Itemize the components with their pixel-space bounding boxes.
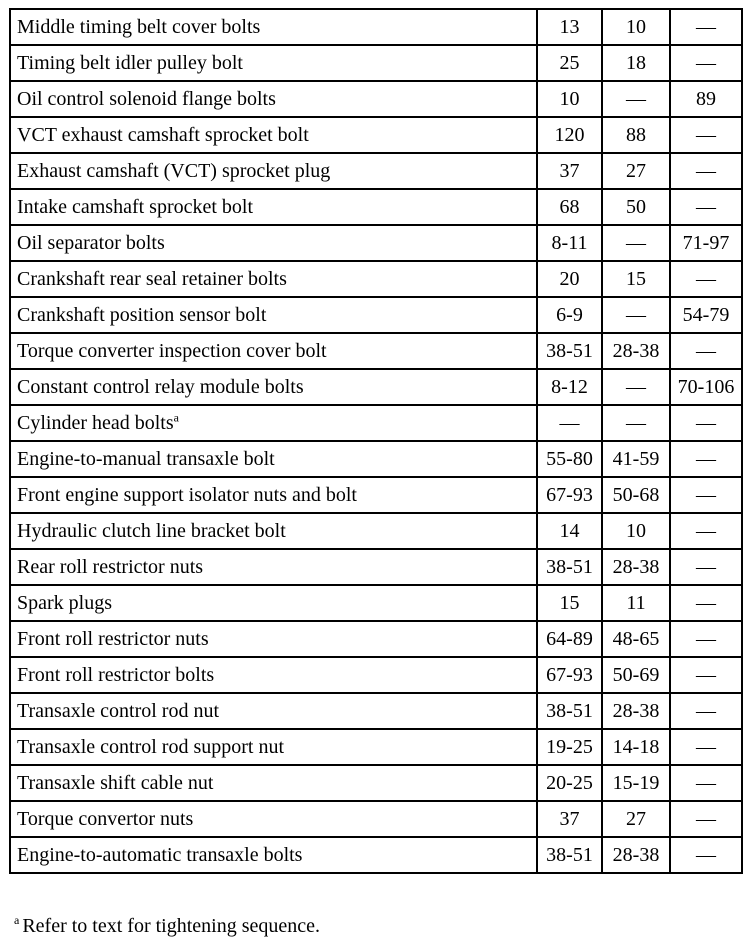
cell-nm: 67-93	[537, 477, 602, 513]
cell-lb-ft: 15-19	[602, 765, 670, 801]
cell-lb-in: —	[670, 837, 742, 873]
cell-lb-ft: 28-38	[602, 333, 670, 369]
cell-nm: 68	[537, 189, 602, 225]
cell-description	[10, 477, 537, 513]
cell-nm: 67-93	[537, 657, 602, 693]
cell-lb-in: —	[670, 45, 742, 81]
cell-nm: 37	[537, 801, 602, 837]
cell-lb-ft: 10	[602, 513, 670, 549]
table-row	[10, 477, 742, 513]
cell-nm: 6-9	[537, 297, 602, 333]
cell-nm: 14	[537, 513, 602, 549]
table-row	[10, 333, 742, 369]
cell-lb-ft: 50-69	[602, 657, 670, 693]
cell-description	[10, 729, 537, 765]
description-text: Transaxle control rod nut	[17, 700, 220, 722]
cell-nm: 38-51	[537, 549, 602, 585]
description-text: Exhaust camshaft (VCT) sprocket plug	[17, 160, 331, 182]
cell-lb-in: —	[670, 657, 742, 693]
table-row	[10, 585, 742, 621]
cell-nm: 55-80	[537, 441, 602, 477]
cell-lb-ft: 88	[602, 117, 670, 153]
description-text: Front roll restrictor nuts	[17, 628, 209, 650]
cell-lb-ft: 48-65	[602, 621, 670, 657]
cell-description	[10, 837, 537, 873]
description-text: Engine-to-automatic transaxle bolts	[17, 844, 303, 866]
description-text: Oil separator bolts	[17, 232, 165, 254]
description-text: Rear roll restrictor nuts	[17, 556, 204, 578]
cell-description	[10, 369, 537, 405]
footnote-marker: a	[14, 913, 20, 928]
description-text: Intake camshaft sprocket bolt	[17, 196, 254, 218]
cell-description	[10, 657, 537, 693]
cell-lb-in: —	[670, 621, 742, 657]
description-text: Crankshaft position sensor bolt	[17, 304, 267, 326]
cell-lb-ft: —	[602, 369, 670, 405]
description-text: Hydraulic clutch line bracket bolt	[17, 520, 286, 542]
cell-lb-in: —	[670, 549, 742, 585]
cell-nm: 38-51	[537, 837, 602, 873]
table-row	[10, 45, 742, 81]
cell-description	[10, 297, 537, 333]
cell-lb-in: —	[670, 9, 742, 45]
cell-lb-ft: —	[602, 225, 670, 261]
description-text: Spark plugs	[17, 592, 112, 614]
cell-description	[10, 81, 537, 117]
table-row	[10, 801, 742, 837]
table-row	[10, 153, 742, 189]
cell-lb-ft: 28-38	[602, 837, 670, 873]
cell-lb-in: —	[670, 261, 742, 297]
cell-description	[10, 621, 537, 657]
cell-description	[10, 333, 537, 369]
cell-description	[10, 153, 537, 189]
cell-nm: 13	[537, 9, 602, 45]
description-text: Crankshaft rear seal retainer bolts	[17, 268, 287, 290]
cell-description	[10, 801, 537, 837]
cell-lb-ft: 28-38	[602, 693, 670, 729]
cell-lb-in: —	[670, 117, 742, 153]
torque-spec-table	[9, 8, 743, 874]
table-row	[10, 261, 742, 297]
cell-lb-in: —	[670, 153, 742, 189]
cell-description	[10, 9, 537, 45]
cell-lb-ft: 50	[602, 189, 670, 225]
table-row	[10, 729, 742, 765]
cell-description	[10, 441, 537, 477]
footnote-reference: a	[173, 410, 179, 425]
description-text: Front roll restrictor bolts	[17, 664, 215, 686]
cell-lb-ft: 10	[602, 9, 670, 45]
table-row	[10, 657, 742, 693]
description-text: Constant control relay module bolts	[17, 376, 304, 398]
cell-lb-ft: 11	[602, 585, 670, 621]
cell-description	[10, 261, 537, 297]
table-row	[10, 621, 742, 657]
description-text: Engine-to-manual transaxle bolt	[17, 448, 275, 470]
cell-lb-ft: 14-18	[602, 729, 670, 765]
cell-lb-in: 89	[670, 81, 742, 117]
table-row	[10, 9, 742, 45]
cell-description	[10, 585, 537, 621]
cell-nm: —	[537, 405, 602, 441]
cell-lb-in: —	[670, 513, 742, 549]
cell-description	[10, 189, 537, 225]
cell-nm: 120	[537, 117, 602, 153]
cell-lb-in: —	[670, 189, 742, 225]
table-row	[10, 117, 742, 153]
table-row	[10, 765, 742, 801]
footnote-text: Refer to text for tightening sequence.	[22, 915, 321, 937]
cell-lb-in: —	[670, 333, 742, 369]
table-row	[10, 405, 742, 441]
description-text: Middle timing belt cover bolts	[17, 16, 261, 38]
table-row	[10, 81, 742, 117]
description-text: Torque convertor nuts	[17, 808, 194, 830]
cell-description	[10, 45, 537, 81]
cell-nm: 19-25	[537, 729, 602, 765]
cell-lb-ft: —	[602, 297, 670, 333]
cell-nm: 8-11	[537, 225, 602, 261]
cell-lb-in: —	[670, 801, 742, 837]
description-text: Torque converter inspection cover bolt	[17, 340, 327, 362]
table-body	[10, 9, 742, 873]
cell-nm: 10	[537, 81, 602, 117]
cell-nm: 20	[537, 261, 602, 297]
cell-nm: 20-25	[537, 765, 602, 801]
table-row	[10, 549, 742, 585]
cell-nm: 15	[537, 585, 602, 621]
cell-description	[10, 225, 537, 261]
footnote	[14, 915, 320, 937]
cell-lb-ft: 27	[602, 153, 670, 189]
cell-lb-ft: 50-68	[602, 477, 670, 513]
description-text: Oil control solenoid flange bolts	[17, 88, 276, 110]
cell-lb-ft: 18	[602, 45, 670, 81]
table-row	[10, 225, 742, 261]
table-row	[10, 693, 742, 729]
cell-lb-ft: 28-38	[602, 549, 670, 585]
cell-lb-in: —	[670, 693, 742, 729]
table-row	[10, 513, 742, 549]
cell-lb-ft: —	[602, 405, 670, 441]
cell-lb-in: —	[670, 729, 742, 765]
table-row	[10, 297, 742, 333]
table-row	[10, 369, 742, 405]
cell-lb-in: 54-79	[670, 297, 742, 333]
cell-lb-in: 70-106	[670, 369, 742, 405]
cell-nm: 64-89	[537, 621, 602, 657]
cell-lb-in: 71-97	[670, 225, 742, 261]
cell-description	[10, 693, 537, 729]
description-text: Transaxle shift cable nut	[17, 772, 214, 794]
cell-lb-in: —	[670, 477, 742, 513]
table-row	[10, 441, 742, 477]
cell-description	[10, 117, 537, 153]
table-row	[10, 837, 742, 873]
cell-lb-in: —	[670, 405, 742, 441]
cell-lb-ft: 41-59	[602, 441, 670, 477]
description-text: Transaxle control rod support nut	[17, 736, 285, 758]
cell-description	[10, 549, 537, 585]
cell-nm: 38-51	[537, 333, 602, 369]
cell-nm: 25	[537, 45, 602, 81]
description-text: VCT exhaust camshaft sprocket bolt	[17, 124, 309, 146]
description-text: Cylinder head bolts	[17, 412, 174, 434]
cell-nm: 38-51	[537, 693, 602, 729]
cell-lb-in: —	[670, 441, 742, 477]
description-text: Front engine support isolator nuts and bolt	[17, 484, 357, 506]
cell-lb-ft: —	[602, 81, 670, 117]
cell-description	[10, 513, 537, 549]
cell-nm: 37	[537, 153, 602, 189]
cell-lb-in: —	[670, 585, 742, 621]
cell-lb-ft: 27	[602, 801, 670, 837]
cell-lb-ft: 15	[602, 261, 670, 297]
description-text: Timing belt idler pulley bolt	[17, 52, 243, 74]
cell-lb-in: —	[670, 765, 742, 801]
table-row	[10, 189, 742, 225]
cell-description	[10, 765, 537, 801]
cell-nm: 8-12	[537, 369, 602, 405]
cell-description	[10, 405, 537, 441]
